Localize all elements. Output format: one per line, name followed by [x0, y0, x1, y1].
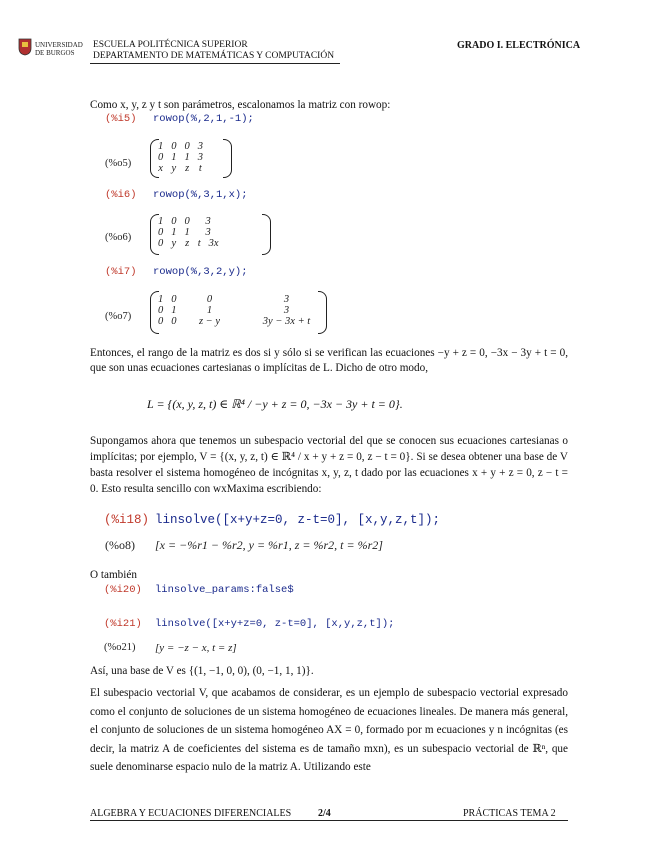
matrix-cell: 0 — [171, 316, 177, 327]
matrix-cell: 3 — [205, 227, 211, 238]
matrix-cell: 3 — [205, 216, 211, 227]
matrix-cell: 0 — [184, 216, 190, 227]
matrix-cell: 0 — [158, 227, 164, 238]
matrix-cell: 0 — [158, 152, 164, 163]
footer-course: ALGEBRA Y ECUACIONES DIFERENCIALES — [90, 808, 292, 819]
input-label-i7: (%i7) — [105, 266, 137, 278]
matrix-cell: 0 — [158, 238, 164, 249]
command-i20: linsolve_params:false$ — [155, 584, 294, 596]
matrix-cell: y — [171, 163, 177, 174]
input-label-i21: (%i21) — [104, 618, 142, 630]
matrix-cell: 0 — [184, 141, 190, 152]
matrix-cell: z — [185, 163, 190, 174]
matrix-cell: 1 — [158, 216, 164, 227]
department-name: DEPARTAMENTO DE MATEMÁTICAS Y COMPUTACIÓN — [93, 51, 335, 61]
header-rule — [90, 63, 340, 64]
matrix-cell: 0 — [158, 305, 164, 316]
output-o8: [x = −%r1 − %r2, y = %r1, z = %r2, t = %r2] — [155, 538, 383, 552]
output-label-o5: (%o5) — [105, 158, 132, 169]
matrix-cell: 3 — [197, 141, 203, 152]
degree-title: GRADO I. ELECTRÓNICA — [457, 40, 581, 51]
paragraph-base-V: Así, una base de V es {(1, −1, 0, 0), (0, −1, 1, 1)}. — [90, 665, 314, 677]
matrix-o5-right-paren — [223, 139, 232, 178]
matrix-cell: 3 — [283, 305, 290, 316]
paragraph-subspace-V: Supongamos ahora que tenemos un subespacio vectorial del que se conocen sus ecuaciones cartesianas o implícitas; por ejemplo, V = {(x, y, z, t) ∈ ℝ⁴ / x + y + z = 0, z − t = 0}. Si se desea obtener una base de V basta resolver el sistema homogéneo de incógnitas x, y, z, t dado por las ecuaciones x + y + z = 0, z − t = 0. Esto resulta sencillo con wxMaxima escribiendo: — [90, 435, 568, 495]
matrix-cell: 0 — [171, 294, 177, 305]
otambien-text: O también — [90, 569, 137, 581]
matrix-cell: 3 — [283, 294, 290, 305]
paragraph-rank: Entonces, el rango de la matriz es dos si y sólo si se verifican las ecuaciones −y + z = 0, −3x − 3y + t = 0, que son unas ecuaciones cartesianas o implícitas de L. Dicho de otro modo, — [90, 347, 568, 374]
university-name: UNIVERSIDAD DE BURGOS — [35, 41, 83, 57]
matrix-cell: 3x — [208, 238, 219, 249]
matrix-cell: 0 — [206, 294, 213, 305]
output-label-o7: (%o7) — [105, 311, 132, 322]
formula-L: L = {(x, y, z, t) ∈ ℝ⁴ / −y + z = 0, −3x − 3y + t = 0}. — [147, 397, 403, 411]
input-label-i18: (%i18) — [104, 513, 150, 527]
matrix-cell: 1 — [171, 305, 177, 316]
matrix-cell: y — [171, 238, 177, 249]
matrix-cell: z − y — [198, 316, 221, 327]
matrix-cell: 0 — [158, 316, 164, 327]
matrix-cell: 3 — [197, 152, 203, 163]
footer-page-number: 2/4 — [318, 808, 331, 819]
matrix-cell: 3y − 3x + t — [262, 316, 311, 327]
matrix-cell: 1 — [158, 294, 164, 305]
matrix-o7-right-paren — [318, 291, 327, 334]
intro-text: Como x, y, z y t son parámetros, escalonamos la matriz con rowop: — [90, 99, 391, 111]
output-label-o21: (%o21) — [104, 642, 136, 653]
matrix-cell: 0 — [171, 216, 177, 227]
matrix-cell: 1 — [171, 152, 177, 163]
matrix-o6-right-paren — [262, 214, 271, 255]
school-name: ESCUELA POLITÉCNICA SUPERIOR — [93, 40, 248, 50]
matrix-cell: t — [198, 163, 202, 174]
matrix-cell: 1 — [206, 305, 213, 316]
matrix-cell: 1 — [171, 227, 177, 238]
footer-section: PRÁCTICAS TEMA 2 — [463, 808, 556, 819]
command-i21: linsolve([x+y+z=0, z-t=0], [x,y,z,t]); — [155, 618, 395, 630]
output-o21: [y = −z − x, t = z] — [155, 642, 237, 654]
command-i5: rowop(%,2,1,-1); — [153, 113, 254, 125]
input-label-i5: (%i5) — [105, 113, 137, 125]
matrix-cell: x — [158, 163, 163, 174]
matrix-cell: 1 — [158, 141, 164, 152]
input-label-i6: (%i6) — [105, 189, 137, 201]
output-label-o6: (%o6) — [105, 232, 132, 243]
matrix-o6 — [154, 216, 223, 249]
output-label-o8: (%o8) — [105, 538, 135, 552]
matrix-cell: 1 — [184, 227, 190, 238]
matrix-cell: t — [197, 238, 201, 249]
input-label-i20: (%i20) — [104, 584, 142, 596]
matrix-o7 — [154, 294, 335, 327]
footer-rule — [90, 820, 568, 821]
command-i7: rowop(%,3,2,y); — [153, 266, 248, 278]
paragraph-null-space: El subespacio vectorial V, que acabamos de considerar, es un ejemplo de subespacio vectorial expresado como el conjunto de soluciones de un sistema homogéneo de ecuaciones lineales. De manera más general, el conjunto de soluciones de un sistema homogéneo AX = 0, formado por m ecuaciones y n incógnitas (es decir, la matriz A de coeficientes del sistema es de tamaño mxn), es un subespacio vectorial de ℝⁿ, que suele denominarse espacio nulo de la matriz A. Utilizando este — [90, 687, 568, 773]
matrix-o5 — [154, 141, 207, 174]
matrix-cell: 1 — [184, 152, 190, 163]
matrix-cell: z — [185, 238, 190, 249]
matrix-cell: 0 — [171, 141, 177, 152]
university-logo — [18, 38, 32, 56]
command-i18: linsolve([x+y+z=0, z-t=0], [x,y,z,t]); — [155, 513, 441, 527]
command-i6: rowop(%,3,1,x); — [153, 189, 248, 201]
